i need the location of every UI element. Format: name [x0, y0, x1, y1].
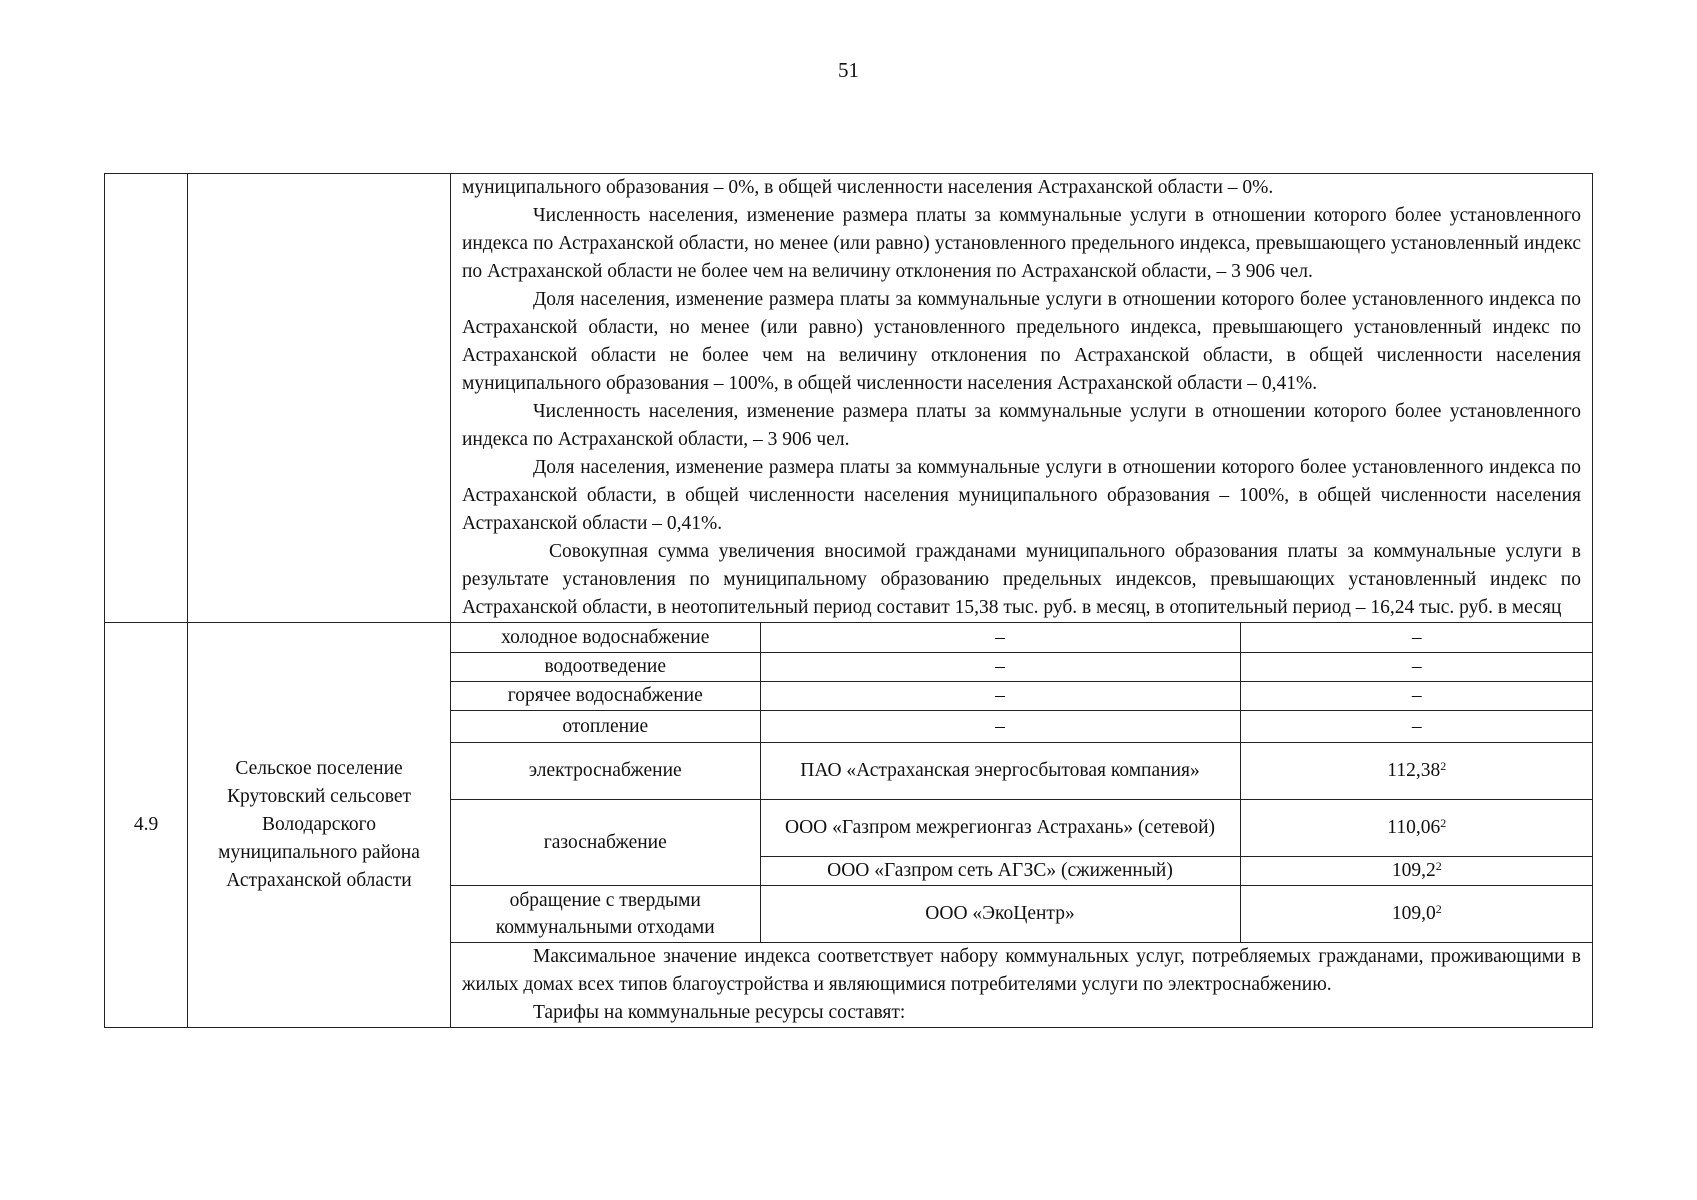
index-value — [1240, 742, 1593, 799]
index-value — [1240, 799, 1593, 856]
index-value — [1240, 885, 1593, 942]
service-row — [451, 885, 1593, 942]
service-name: электроснабжение — [451, 742, 760, 799]
service-row — [451, 742, 1593, 799]
paragraph: Доля населения, изменение размера платы за коммунальные услуги в отношении которого более установленного индекса по Астраханской области, в общей численности населения муниципального образования – 100%, в общей численности населения Астраханской области – 0,41%. — [462, 457, 1581, 534]
provider-name: – — [760, 623, 1240, 652]
paragraph: Тарифы на коммунальные ресурсы составят: — [533, 1002, 906, 1023]
paragraph: муниципального образования – 0%, в общей численности населения Астраханской области – 0%. — [462, 177, 1274, 198]
index-number: 109,2 — [1391, 860, 1436, 881]
index-number: 112,38 — [1387, 760, 1441, 781]
services-cell — [451, 623, 1593, 943]
paragraph: Совокупная сумма увеличения вносимой гражданами муниципального образования платы за коммунальные услуги в результате установления по муниципальному образованию предельных индексов, превышающих установленный индекс по Астраханской области, в неотопительный период составит 15,38 тыс. руб. в месяц, в отопительный период – 16,24 тыс. руб. в месяц — [462, 541, 1581, 618]
paragraph: Численность населения, изменение размера платы за коммунальные услуги в отношении которого более установленного индекса по Астраханской области, но менее (или равно) установленного предельного индекса, превышающего установленный индекс по Астраханской области не более чем на величину отклонения по Астраханской области, – 3 906 чел. — [462, 205, 1581, 282]
service-name: холодное водоснабжение — [451, 623, 760, 652]
service-name: обращение с твердыми коммунальными отходами — [451, 885, 760, 942]
paragraph: Численность населения, изменение размера платы за коммунальные услуги в отношении которого более установленного индекса по Астраханской области, – 3 906 чел. — [462, 401, 1581, 450]
provider-name: – — [760, 681, 1240, 710]
index-value: – — [1240, 681, 1593, 710]
service-name: горячее водоснабжение — [451, 681, 760, 710]
footnote-ref: 2 — [1440, 759, 1447, 773]
row-number-cell-empty — [105, 174, 188, 623]
service-row — [451, 681, 1593, 710]
settlement-cell-empty — [188, 174, 451, 623]
footnote-ref: 2 — [1435, 902, 1442, 917]
settlement-name-cell: Сельское поселение Крутовский сельсовет Володарского муниципального района Астраханской области — [188, 623, 451, 1028]
index-number: 110,06 — [1387, 817, 1441, 838]
provider-name: – — [760, 652, 1240, 681]
provider-name: ООО «Газпром межрегионгаз Астрахань» (сетевой) — [760, 799, 1240, 856]
service-name: отопление — [451, 710, 760, 742]
row-number-cell: 4.9 — [105, 623, 188, 1028]
provider-name: ООО «ЭкоЦентр» — [760, 885, 1240, 942]
page-number: 51 — [838, 58, 859, 82]
service-row — [451, 623, 1593, 652]
table-row-continuation — [105, 174, 1593, 623]
table-row-4-9 — [105, 623, 1593, 943]
footnote-ref: 2 — [1435, 859, 1442, 873]
provider-name: ООО «Газпром сеть АГЗС» (сжиженный) — [760, 856, 1240, 885]
index-value: – — [1240, 623, 1593, 652]
continuation-text-cell — [451, 174, 1593, 623]
service-row — [451, 710, 1593, 742]
footnote-ref: 2 — [1440, 816, 1447, 830]
municipal-index-table — [104, 173, 1593, 1028]
service-row — [451, 799, 1593, 856]
provider-name: ПАО «Астраханская энергосбытовая компания» — [760, 742, 1240, 799]
provider-name: – — [760, 710, 1240, 742]
service-name: водоотведение — [451, 652, 760, 681]
services-table — [451, 623, 1593, 942]
paragraph: Доля населения, изменение размера платы за коммунальные услуги в отношении которого более установленного индекса по Астраханской области, но менее (или равно) установленного предельного индекса, превышающего установленный индекс по Астраханской области не более чем на величину отклонения по Астраханской области, в общей численности населения муниципального образования – 100%, в общей численности населения Астраханской области – 0,41%. — [462, 289, 1581, 394]
index-number: 109,0 — [1391, 903, 1436, 925]
paragraph: Максимальное значение индекса соответствует набору коммунальных услуг, потребляемых гражданами, проживающими в жилых домах всех типов благоустройства и являющимися потребителями услуги по электроснабжению. — [462, 946, 1581, 995]
service-row — [451, 652, 1593, 681]
service-name: газоснабжение — [451, 799, 760, 885]
index-value: – — [1240, 710, 1593, 742]
index-value: – — [1240, 652, 1593, 681]
notes-text-cell — [451, 943, 1593, 1028]
index-value — [1240, 856, 1593, 885]
